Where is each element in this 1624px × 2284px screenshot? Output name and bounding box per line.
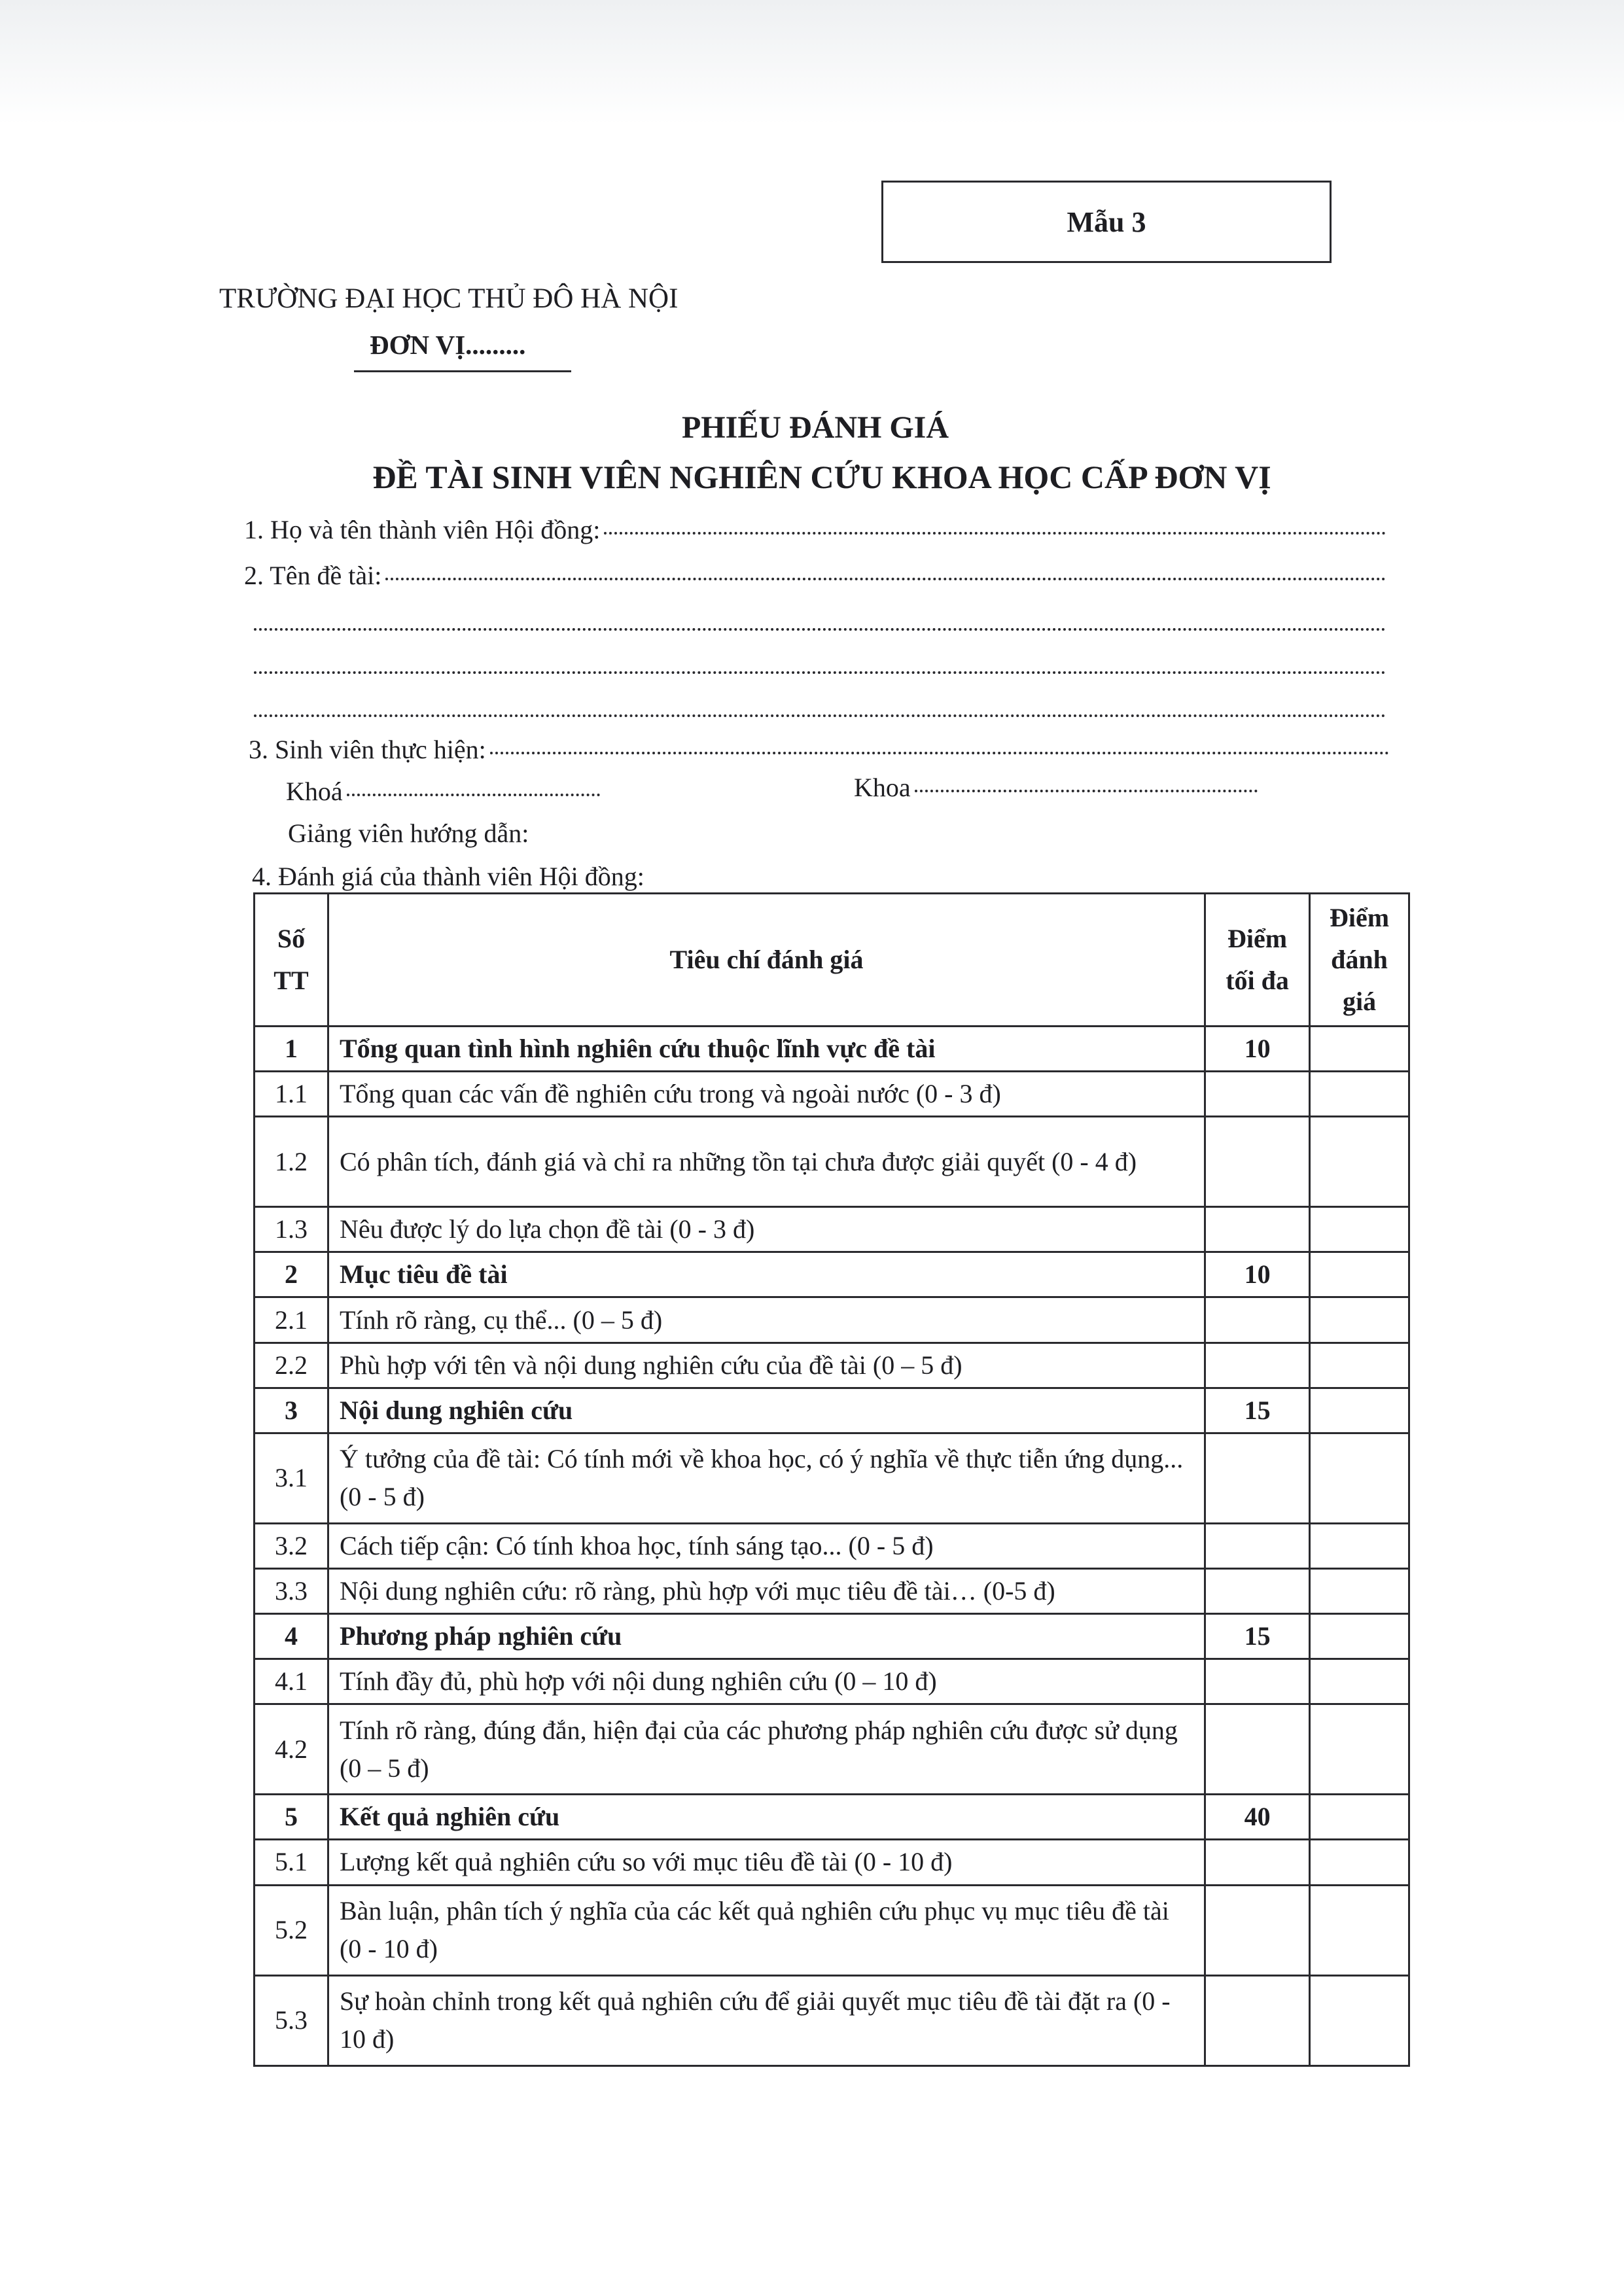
row-number: 1: [255, 1027, 328, 1072]
row-score-cell[interactable]: [1310, 1207, 1409, 1252]
topic-name-label: 2. Tên đề tài:: [244, 561, 382, 590]
students-label: 3. Sinh viên thực hiện:: [249, 735, 486, 764]
row-number: 4: [255, 1614, 328, 1659]
table-row: [255, 1659, 1409, 1704]
row-number: 1.3: [255, 1207, 328, 1252]
table-row: [255, 1117, 1409, 1207]
row-number: 2: [255, 1252, 328, 1297]
table-row-group: [255, 1795, 1409, 1840]
form-label-box: [881, 181, 1332, 263]
row-criteria: Tính rõ ràng, cụ thể... (0 – 5 đ): [328, 1297, 1205, 1343]
row-score-cell[interactable]: [1310, 1433, 1409, 1523]
row-max-score: [1205, 1207, 1310, 1252]
header-max-score: Điểm tối đa: [1205, 894, 1310, 1027]
row-score-cell[interactable]: [1310, 1885, 1409, 1975]
row-max-score: 15: [1205, 1388, 1310, 1433]
topic-name-field: [244, 560, 1386, 591]
row-max-score: [1205, 1975, 1310, 2065]
row-criteria: Sự hoàn chỉnh trong kết quả nghiên cứu để giải quyết mục tiêu đề tài đặt ra (0 - 10 đ): [328, 1975, 1205, 2065]
row-score-cell[interactable]: [1310, 1252, 1409, 1297]
header-criteria: Tiêu chí đánh giá: [328, 894, 1205, 1027]
topic-name-blank-line-3[interactable]: [254, 671, 1386, 674]
table-header-row: [255, 894, 1409, 1027]
row-score-cell[interactable]: [1310, 1704, 1409, 1795]
row-number: 1.2: [255, 1117, 328, 1207]
row-max-score: [1205, 1433, 1310, 1523]
table-row: [255, 1568, 1409, 1613]
topic-name-blank[interactable]: [385, 578, 1386, 580]
row-number: 3: [255, 1388, 328, 1433]
row-max-score: [1205, 1297, 1310, 1343]
table-row-group: [255, 1614, 1409, 1659]
students-blank[interactable]: [490, 752, 1389, 754]
row-max-score: [1205, 1117, 1310, 1207]
supervisor-label: Giảng viên hướng dẫn:: [288, 818, 529, 848]
table-body: [255, 1027, 1409, 2066]
table-row: [255, 1297, 1409, 1343]
faculty-label: Khoa: [854, 773, 911, 802]
row-score-cell[interactable]: [1310, 1568, 1409, 1613]
form-title: PHIẾU ĐÁNH GIÁ: [681, 410, 949, 445]
row-max-score: [1205, 1704, 1310, 1795]
table-row: [255, 1343, 1409, 1388]
row-number: 3.2: [255, 1523, 328, 1568]
row-score-cell[interactable]: [1310, 1388, 1409, 1433]
row-number: 5: [255, 1795, 328, 1840]
row-number: 3.1: [255, 1433, 328, 1523]
row-criteria: Tổng quan tình hình nghiên cứu thuộc lĩnh vực đề tài: [328, 1027, 1205, 1072]
row-max-score: [1205, 1072, 1310, 1117]
form-label: Mẫu 3: [1067, 205, 1146, 238]
row-max-score: 15: [1205, 1614, 1310, 1659]
evaluation-label: 4. Đánh giá của thành viên Hội đồng:: [252, 862, 644, 891]
row-score-cell[interactable]: [1310, 1297, 1409, 1343]
table-row: [255, 1523, 1409, 1568]
row-max-score: [1205, 1523, 1310, 1568]
row-score-cell[interactable]: [1310, 1027, 1409, 1072]
row-criteria: Phù hợp với tên và nội dung nghiên cứu của đề tài (0 – 5 đ): [328, 1343, 1205, 1388]
table-row: [255, 1840, 1409, 1885]
row-score-cell[interactable]: [1310, 1975, 1409, 2065]
table-row: [255, 1704, 1409, 1795]
row-max-score: 10: [1205, 1027, 1310, 1072]
unit-underline: [354, 370, 571, 372]
table-row: [255, 1885, 1409, 1975]
table-row: [255, 1072, 1409, 1117]
member-name-field: [244, 514, 1386, 545]
row-score-cell[interactable]: [1310, 1343, 1409, 1388]
row-score-cell[interactable]: [1310, 1523, 1409, 1568]
row-number: 2.2: [255, 1343, 328, 1388]
row-criteria: Lượng kết quả nghiên cứu so với mục tiêu đề tài (0 - 10 đ): [328, 1840, 1205, 1885]
table-row-group: [255, 1388, 1409, 1433]
row-number: 4.1: [255, 1659, 328, 1704]
table-row: [255, 1207, 1409, 1252]
member-name-label: 1. Họ và tên thành viên Hội đồng:: [244, 515, 601, 544]
row-criteria: Nội dung nghiên cứu: [328, 1388, 1205, 1433]
evaluation-table: [253, 892, 1410, 2067]
row-score-cell[interactable]: [1310, 1072, 1409, 1117]
row-number: 4.2: [255, 1704, 328, 1795]
row-criteria: Nội dung nghiên cứu: rõ ràng, phù hợp với mục tiêu đề tài… (0-5 đ): [328, 1568, 1205, 1613]
header-no: Số TT: [255, 894, 328, 1027]
row-criteria: Có phân tích, đánh giá và chỉ ra những tồn tại chưa được giải quyết (0 - 4 đ): [328, 1117, 1205, 1207]
row-max-score: 10: [1205, 1252, 1310, 1297]
row-criteria: Tính đầy đủ, phù hợp với nội dung nghiên cứu (0 – 10 đ): [328, 1659, 1205, 1704]
row-number: 1.1: [255, 1072, 328, 1117]
row-max-score: [1205, 1840, 1310, 1885]
row-number: 2.1: [255, 1297, 328, 1343]
row-criteria: Bàn luận, phân tích ý nghĩa của các kết quả nghiên cứu phục vụ mục tiêu đề tài (0 - 10 đ): [328, 1885, 1205, 1975]
row-max-score: 40: [1205, 1795, 1310, 1840]
table-row: [255, 1433, 1409, 1523]
row-number: 5.3: [255, 1975, 328, 2065]
course-blank[interactable]: [347, 794, 600, 796]
row-score-cell[interactable]: [1310, 1614, 1409, 1659]
faculty-field: [854, 772, 1258, 803]
member-name-blank[interactable]: [604, 532, 1386, 535]
course-label: Khoá: [286, 777, 343, 806]
row-criteria: Ý tưởng của đề tài: Có tính mới về khoa học, có ý nghĩa về thực tiễn ứng dụng... (0 - 5 đ): [328, 1433, 1205, 1523]
row-number: 5.1: [255, 1840, 328, 1885]
row-criteria: Nêu được lý do lựa chọn đề tài (0 - 3 đ): [328, 1207, 1205, 1252]
scan-shading: [0, 0, 1624, 124]
row-criteria: Mục tiêu đề tài: [328, 1252, 1205, 1297]
table-row: [255, 1975, 1409, 2065]
row-score-cell[interactable]: [1310, 1117, 1409, 1207]
row-score-cell[interactable]: [1310, 1659, 1409, 1704]
table-row-group: [255, 1027, 1409, 1072]
topic-name-blank-line-2[interactable]: [254, 628, 1386, 631]
row-max-score: [1205, 1568, 1310, 1613]
row-criteria: Tính rõ ràng, đúng đắn, hiện đại của các phương pháp nghiên cứu được sử dụng (0 – 5 đ): [328, 1704, 1205, 1795]
topic-name-blank-line-4[interactable]: [254, 714, 1386, 717]
row-max-score: [1205, 1343, 1310, 1388]
row-number: 5.2: [255, 1885, 328, 1975]
row-criteria: Kết quả nghiên cứu: [328, 1795, 1205, 1840]
header-score: Điểm đánh giá: [1310, 894, 1409, 1027]
row-criteria: Tổng quan các vấn đề nghiên cứu trong và ngoài nước (0 - 3 đ): [328, 1072, 1205, 1117]
faculty-blank[interactable]: [915, 790, 1258, 792]
form-subtitle: ĐỀ TÀI SINH VIÊN NGHIÊN CỨU KHOA HỌC CẤP ĐƠN VỊ: [372, 459, 1271, 495]
row-max-score: [1205, 1659, 1310, 1704]
students-field: [249, 734, 1389, 765]
row-max-score: [1205, 1885, 1310, 1975]
table-row-group: [255, 1252, 1409, 1297]
unit-name: ĐƠN VỊ.........: [370, 330, 526, 360]
row-score-cell[interactable]: [1310, 1840, 1409, 1885]
school-name: TRƯỜNG ĐẠI HỌC THỦ ĐÔ HÀ NỘI: [219, 283, 679, 314]
row-score-cell[interactable]: [1310, 1795, 1409, 1840]
row-number: 3.3: [255, 1568, 328, 1613]
course-field: [286, 776, 600, 807]
row-criteria: Cách tiếp cận: Có tính khoa học, tính sáng tạo... (0 - 5 đ): [328, 1523, 1205, 1568]
row-criteria: Phương pháp nghiên cứu: [328, 1614, 1205, 1659]
